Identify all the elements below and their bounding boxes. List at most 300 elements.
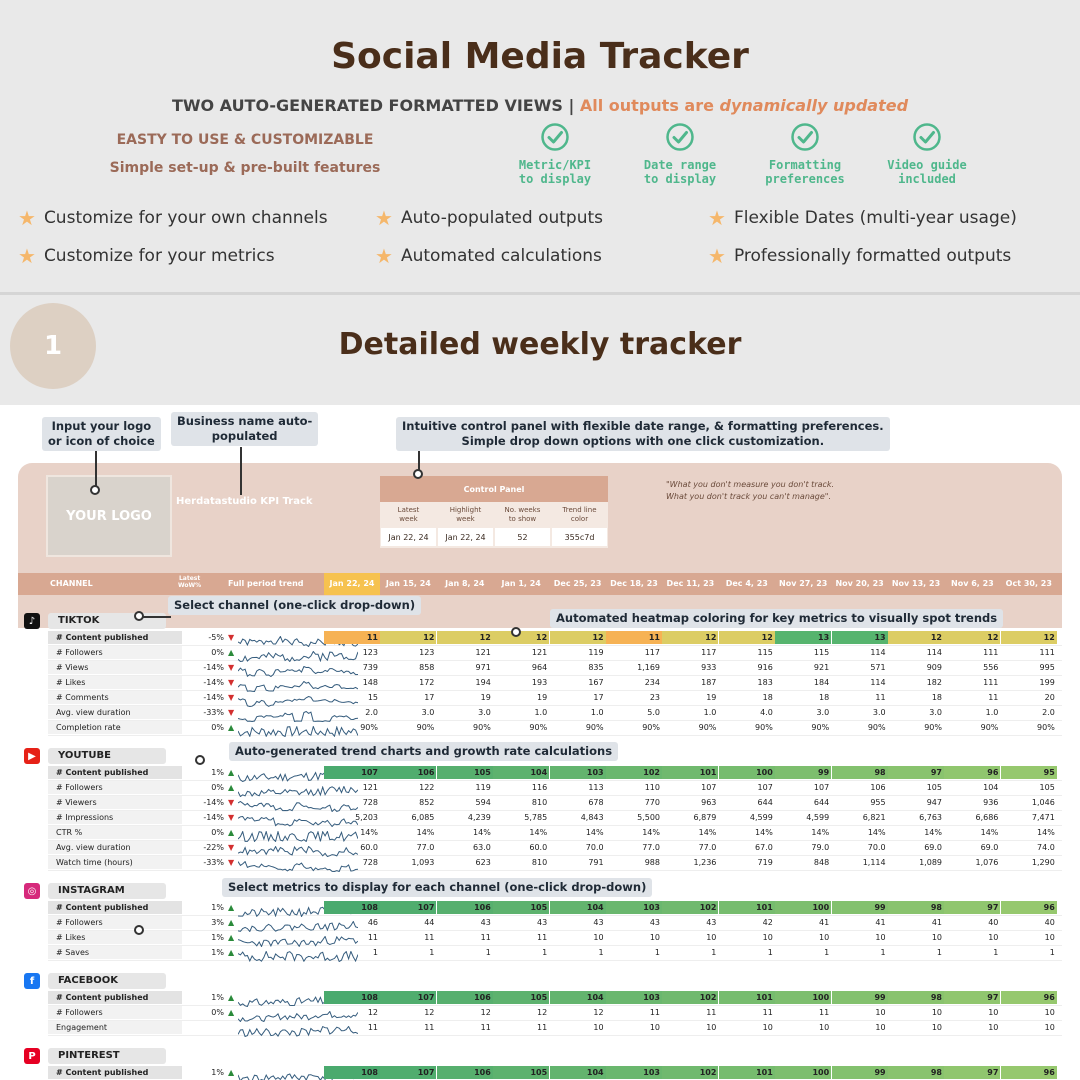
- table-cell: 101: [719, 901, 775, 914]
- col-date: Nov 27, 23: [779, 579, 828, 588]
- table-cell: 99: [832, 991, 888, 1004]
- table-cell: 77.0: [416, 843, 435, 853]
- section-number: 1: [10, 303, 96, 389]
- subtitle-views: TWO AUTO-GENERATED FORMATTED VIEWS |: [171, 96, 575, 115]
- feature-label: Flexible Dates (multi-year usage): [733, 208, 1017, 228]
- table-cell: 14%: [585, 828, 604, 838]
- table-row: [48, 1006, 1062, 1021]
- table-cell: 10: [875, 1008, 886, 1018]
- table-cell: 964: [531, 663, 548, 673]
- metric-select-dropdown[interactable]: # Content published: [48, 766, 182, 779]
- table-cell: 571: [870, 663, 886, 673]
- arrow-up-icon: ▲: [228, 783, 235, 793]
- table-cell: 100: [775, 991, 831, 1004]
- table-cell: 108: [324, 1066, 380, 1079]
- table-cell: 5.0: [647, 708, 660, 718]
- table-cell: 728: [362, 798, 378, 808]
- table-cell: 172: [419, 678, 435, 688]
- table-cell: 97: [944, 1066, 1000, 1079]
- feature-item: [18, 206, 328, 230]
- table-cell: 12: [944, 631, 1000, 644]
- table-cell: 117: [701, 648, 717, 658]
- table-cell: 5,785: [524, 813, 548, 823]
- table-cell: 100: [775, 1066, 831, 1079]
- table-cell: 10: [988, 933, 999, 943]
- arrow-down-icon: ▼: [228, 633, 235, 643]
- metric-select-dropdown[interactable]: Avg. view duration: [48, 706, 182, 719]
- table-cell: 1: [598, 948, 604, 958]
- table-cell: 10: [819, 1023, 830, 1033]
- table-cell: 90%: [642, 723, 660, 733]
- table-cell: 933: [701, 663, 717, 673]
- table-cell: 60.0: [529, 843, 548, 853]
- table-cell: 1: [880, 948, 886, 958]
- arrow-down-icon: ▼: [228, 813, 235, 823]
- table-cell: 644: [757, 798, 773, 808]
- table-cell: 11: [324, 631, 380, 644]
- table-cell: 4,239: [467, 813, 491, 823]
- table-cell: 105: [437, 766, 493, 779]
- table-cell: 69.0: [924, 843, 942, 853]
- table-cell: 12: [437, 631, 493, 644]
- callout-control-panel: Intuitive control panel with flexible date range, & formatting preferences. Simple drop down options with one click customization.: [396, 417, 890, 451]
- easy-line-2: Simple set-up & pre-built features: [109, 160, 381, 176]
- table-cell: 10: [931, 1023, 942, 1033]
- table-cell: 41: [875, 918, 886, 928]
- table-cell: 43: [537, 918, 548, 928]
- metric-select-dropdown[interactable]: # Followers: [48, 1006, 182, 1019]
- callout-control-dot: [413, 469, 423, 479]
- table-cell: 103: [606, 901, 662, 914]
- control-panel-dropdown[interactable]: 52: [495, 528, 550, 546]
- wow-percent: 0%: [211, 1008, 224, 1018]
- col-date: Jan 15, 24: [385, 579, 431, 588]
- table-cell: 90%: [360, 723, 378, 733]
- table-cell: 106: [380, 766, 436, 779]
- arrow-up-icon: ▲: [228, 648, 235, 658]
- table-cell: 852: [419, 798, 435, 808]
- table-cell: 122: [419, 783, 435, 793]
- wow-percent: 0%: [211, 783, 224, 793]
- table-cell: 11: [988, 693, 999, 703]
- table-cell: 835: [588, 663, 604, 673]
- table-cell: 12: [719, 631, 775, 644]
- table-cell: 101: [719, 1066, 775, 1079]
- easy-line-1: EASTY TO USE & CUSTOMIZABLE: [116, 132, 374, 148]
- table-cell: 105: [493, 901, 549, 914]
- table-row: [48, 661, 1062, 676]
- table-cell: 858: [419, 663, 435, 673]
- arrow-up-icon: ▲: [228, 948, 235, 958]
- table-cell: 1.0: [985, 708, 999, 718]
- table-row: [48, 946, 1062, 961]
- col-date: Jan 1, 24: [501, 579, 541, 588]
- table-cell: 6,879: [693, 813, 717, 823]
- table-cell: 97: [888, 766, 944, 779]
- metric-select-dropdown[interactable]: # Content published: [48, 901, 182, 914]
- table-cell: 644: [813, 798, 830, 808]
- table-cell: 995: [1039, 663, 1055, 673]
- channel-select-dropdown[interactable]: INSTAGRAM: [48, 883, 166, 899]
- table-cell: 10: [593, 1023, 604, 1033]
- table-cell: 5,203: [355, 813, 378, 823]
- col-date: Nov 20, 23: [835, 579, 884, 588]
- table-cell: 99: [832, 901, 888, 914]
- callout-select-metrics: Select metrics to display for each channel (one-click drop-down): [222, 878, 652, 897]
- table-cell: 14%: [867, 828, 886, 838]
- col-date: Nov 13, 23: [891, 579, 941, 588]
- metric-select-dropdown[interactable]: # Comments: [48, 691, 182, 704]
- metric-select-dropdown[interactable]: Completion rate: [48, 721, 182, 734]
- arrow-down-icon: ▼: [228, 693, 235, 703]
- table-cell: 14%: [811, 828, 830, 838]
- table-cell: 11: [819, 1008, 830, 1018]
- table-cell: 70.0: [585, 843, 604, 853]
- table-cell: 10: [988, 1023, 999, 1033]
- check-label: Video guide: [887, 158, 967, 172]
- wow-percent: 1%: [211, 948, 224, 958]
- check-label: to display: [518, 172, 592, 186]
- table-cell: 40: [1044, 918, 1055, 928]
- arrow-up-icon: ▲: [228, 918, 235, 928]
- table-cell: 96: [1001, 991, 1057, 1004]
- table-row: [48, 901, 1062, 916]
- table-cell: 12: [550, 631, 606, 644]
- metric-select-dropdown[interactable]: # Saves: [48, 946, 182, 959]
- table-cell: 114: [870, 678, 886, 688]
- table-cell: 114: [926, 648, 942, 658]
- table-cell: 19: [480, 693, 491, 703]
- table-cell: 119: [588, 648, 604, 658]
- table-cell: 184: [813, 678, 830, 688]
- table-cell: 3.0: [929, 708, 942, 718]
- table-cell: 1: [824, 948, 830, 958]
- table-cell: 106: [437, 901, 493, 914]
- check-item: [505, 122, 605, 186]
- metric-select-dropdown[interactable]: # Viewers: [48, 796, 182, 809]
- table-cell: 90%: [755, 723, 773, 733]
- table-cell: 90%: [529, 723, 548, 733]
- column-header: [18, 573, 1062, 595]
- callout-logo: Input your logo or icon of choice: [42, 417, 161, 451]
- wow-percent: 0%: [211, 723, 224, 733]
- arrow-up-icon: ▲: [228, 933, 235, 943]
- logo-placeholder[interactable]: YOUR LOGO: [46, 475, 172, 557]
- table-cell: 4,843: [580, 813, 604, 823]
- table-cell: 2.0: [365, 708, 378, 718]
- table-cell: 12: [537, 1008, 548, 1018]
- table-cell: 1: [654, 948, 660, 958]
- table-cell: 183: [757, 678, 773, 688]
- table-cell: 11: [606, 631, 662, 644]
- check-label: included: [898, 172, 956, 186]
- table-cell: 121: [362, 783, 378, 793]
- table-cell: 46: [367, 918, 378, 928]
- table-cell: 41: [819, 918, 830, 928]
- table-cell: 909: [926, 663, 942, 673]
- table-cell: 40: [988, 918, 999, 928]
- table-row: [48, 766, 1062, 781]
- table-cell: 1: [1049, 948, 1055, 958]
- table-cell: 10: [875, 1023, 886, 1033]
- table-cell: 90%: [416, 723, 435, 733]
- col-date: Dec 25, 23: [553, 579, 602, 588]
- table-cell: 11: [367, 1023, 378, 1033]
- col-date: Jan 8, 24: [445, 579, 485, 588]
- table-row: [48, 676, 1062, 691]
- wow-percent: 0%: [211, 828, 224, 838]
- table-cell: 19: [706, 693, 717, 703]
- arrow-up-icon: ▲: [228, 723, 235, 733]
- table-cell: 69.0: [980, 843, 999, 853]
- table-cell: 108: [324, 991, 380, 1004]
- table-cell: 103: [606, 991, 662, 1004]
- table-cell: 90%: [698, 723, 717, 733]
- wow-percent: 1%: [211, 768, 224, 778]
- wow-percent: -22%: [203, 843, 224, 853]
- quote: "What you don't measure you don't track. What you don't track you can't manage".: [666, 480, 835, 501]
- feature-item: [375, 206, 603, 230]
- table-cell: 4,599: [749, 813, 773, 823]
- table-cell: 98: [832, 766, 888, 779]
- table-cell: 10: [649, 933, 660, 943]
- table-cell: 12: [424, 1008, 435, 1018]
- channel-select-dropdown[interactable]: TIKTOK: [48, 613, 166, 629]
- table-cell: 182: [926, 678, 942, 688]
- table-cell: 728: [362, 858, 378, 868]
- metric-select-dropdown[interactable]: # Likes: [48, 676, 182, 689]
- table-cell: 114: [870, 648, 886, 658]
- table-cell: 14%: [529, 828, 548, 838]
- table-cell: 11: [424, 1023, 435, 1033]
- table-cell: 10: [762, 1023, 773, 1033]
- youtube-icon: ▶: [24, 748, 40, 764]
- col-date: Dec 18, 23: [610, 579, 658, 588]
- table-cell: 10: [1044, 1008, 1055, 1018]
- table-cell: 13: [832, 631, 888, 644]
- check-circle-icon: [912, 122, 942, 152]
- table-cell: 10: [1044, 933, 1055, 943]
- metric-select-dropdown[interactable]: # Followers: [48, 646, 182, 659]
- metric-select-dropdown[interactable]: # Views: [48, 661, 182, 674]
- table-cell: 1: [429, 948, 435, 958]
- table-cell: 12: [593, 1008, 604, 1018]
- table-cell: 105: [1039, 783, 1055, 793]
- metric-select-dropdown[interactable]: # Followers: [48, 781, 182, 794]
- table-cell: 106: [437, 991, 493, 1004]
- feature-label: Automated calculations: [400, 246, 602, 266]
- metric-select-dropdown[interactable]: CTR %: [48, 826, 182, 839]
- table-cell: 90%: [924, 723, 942, 733]
- table-cell: 106: [437, 1066, 493, 1079]
- wow-percent: 1%: [211, 993, 224, 1003]
- table-cell: 14%: [1037, 828, 1055, 838]
- table-cell: 14%: [360, 828, 378, 838]
- feature-item: [708, 206, 1017, 230]
- col-trend: Full period trend: [228, 579, 304, 588]
- table-cell: 11: [649, 1008, 660, 1018]
- table-cell: 739: [362, 663, 378, 673]
- table-cell: 936: [983, 798, 999, 808]
- table-row: [48, 721, 1062, 736]
- table-cell: 96: [1001, 901, 1057, 914]
- table-cell: 100: [719, 766, 775, 779]
- table-cell: 10: [875, 933, 886, 943]
- metric-select-dropdown[interactable]: # Content published: [48, 991, 182, 1004]
- table-cell: 90%: [867, 723, 886, 733]
- table-cell: 97: [944, 991, 1000, 1004]
- table-row: [48, 841, 1062, 856]
- table-cell: 107: [813, 783, 830, 793]
- table-cell: 102: [662, 991, 718, 1004]
- check-circle-icon: [790, 122, 820, 152]
- channel-select-dropdown[interactable]: FACEBOOK: [48, 973, 166, 989]
- table-cell: 10: [706, 1023, 717, 1033]
- feature-item: [18, 244, 275, 268]
- star-icon: ★: [18, 244, 36, 268]
- table-cell: 11: [537, 1023, 548, 1033]
- metric-select-dropdown[interactable]: Engagement: [48, 1021, 182, 1034]
- table-cell: 102: [662, 901, 718, 914]
- table-row: [48, 631, 1062, 646]
- table-cell: 4,599: [806, 813, 830, 823]
- metric-select-dropdown[interactable]: Avg. view duration: [48, 841, 182, 854]
- table-cell: 20: [1044, 693, 1055, 703]
- table-cell: 1: [485, 948, 491, 958]
- table-cell: 43: [649, 918, 660, 928]
- table-cell: 1,236: [693, 858, 717, 868]
- table-cell: 95: [1001, 766, 1057, 779]
- channel-select-dropdown[interactable]: YOUTUBE: [48, 748, 166, 764]
- table-cell: 101: [662, 766, 718, 779]
- table-cell: 18: [762, 693, 773, 703]
- check-item: [630, 122, 730, 186]
- star-icon: ★: [708, 244, 726, 268]
- table-cell: 63.0: [472, 843, 491, 853]
- table-cell: 10: [762, 933, 773, 943]
- wow-percent: -5%: [208, 633, 224, 643]
- table-cell: 14%: [980, 828, 999, 838]
- metric-select-dropdown[interactable]: # Followers: [48, 916, 182, 929]
- table-row: [48, 856, 1062, 871]
- table-cell: 10: [931, 1008, 942, 1018]
- table-cell: 43: [480, 918, 491, 928]
- metric-select-dropdown[interactable]: Watch time (hours): [48, 856, 182, 869]
- arrow-down-icon: ▼: [228, 708, 235, 718]
- table-cell: 187: [701, 678, 717, 688]
- check-label: Formatting: [768, 158, 842, 172]
- table-cell: 41: [931, 918, 942, 928]
- table-cell: 90%: [585, 723, 604, 733]
- table-cell: 947: [926, 798, 942, 808]
- wow-percent: -14%: [203, 813, 224, 823]
- star-icon: ★: [708, 206, 726, 230]
- table-cell: 119: [475, 783, 491, 793]
- table-cell: 101: [719, 991, 775, 1004]
- col-date: Nov 6, 23: [951, 579, 994, 588]
- table-cell: 1.0: [703, 708, 717, 718]
- table-cell: 96: [1001, 1066, 1057, 1079]
- table-cell: 117: [644, 648, 660, 658]
- table-cell: 1,046: [1031, 798, 1055, 808]
- table-row: [48, 931, 1062, 946]
- callout-bizname: Business name auto- populated: [171, 412, 318, 446]
- control-panel-col: No. weeks to show: [504, 506, 541, 523]
- table-cell: 11: [424, 933, 435, 943]
- table-cell: 67.0: [754, 843, 773, 853]
- table-cell: 194: [475, 678, 491, 688]
- table-row: [48, 991, 1062, 1006]
- control-panel-dropdown[interactable]: 355c7d: [552, 528, 607, 546]
- metric-select-dropdown[interactable]: # Content published: [48, 631, 182, 644]
- table-cell: 11: [480, 1023, 491, 1033]
- arrow-down-icon: ▼: [228, 798, 235, 808]
- table-cell: 12: [380, 631, 436, 644]
- control-panel-dropdown[interactable]: Jan 22, 24: [438, 528, 493, 546]
- feature-label: Auto-populated outputs: [400, 208, 604, 228]
- wow-percent: 3%: [211, 918, 224, 928]
- table-cell: 77.0: [642, 843, 660, 853]
- control-panel: [380, 476, 608, 548]
- table-cell: 11: [367, 933, 378, 943]
- table-cell: 1: [767, 948, 773, 958]
- pinterest-icon: P: [24, 1048, 40, 1064]
- table-cell: 971: [475, 663, 491, 673]
- table-cell: 107: [324, 766, 380, 779]
- table-cell: 111: [983, 678, 999, 688]
- metric-select-dropdown[interactable]: # Content published: [48, 1066, 182, 1079]
- table-cell: 70.0: [867, 843, 886, 853]
- table-cell: 121: [531, 648, 548, 658]
- table-cell: 14%: [473, 828, 491, 838]
- table-cell: 3.0: [478, 708, 491, 718]
- wow-percent: -14%: [203, 798, 224, 808]
- callout-select-channel: Select channel (one-click drop-down): [168, 596, 421, 615]
- check-label: to display: [643, 172, 717, 186]
- metric-select-dropdown[interactable]: # Likes: [48, 931, 182, 944]
- section-title: Detailed weekly tracker: [338, 327, 742, 362]
- table-cell: 10: [593, 933, 604, 943]
- table-cell: 108: [324, 901, 380, 914]
- wow-percent: 1%: [211, 1068, 224, 1078]
- check-list: [505, 122, 985, 192]
- table-cell: 916: [757, 663, 773, 673]
- table-cell: 193: [531, 678, 548, 688]
- metric-select-dropdown[interactable]: # Impressions: [48, 811, 182, 824]
- table-cell: 148: [362, 678, 378, 688]
- feature-item: [708, 244, 1011, 268]
- wow-percent: 0%: [211, 648, 224, 658]
- col-channel: CHANNEL: [50, 579, 93, 588]
- table-cell: 105: [926, 783, 942, 793]
- table-cell: 1,169: [637, 663, 660, 673]
- check-label: Date range: [643, 158, 717, 172]
- table-cell: 3.0: [421, 708, 435, 718]
- feature-item: [375, 244, 602, 268]
- channel-select-dropdown[interactable]: PINTEREST: [48, 1048, 166, 1064]
- table-cell: 14%: [416, 828, 435, 838]
- table-cell: 955: [870, 798, 886, 808]
- table-cell: 10: [1044, 1023, 1055, 1033]
- table-cell: 623: [475, 858, 491, 868]
- col-latest: Latest WoW%: [178, 575, 202, 589]
- check-label: preferences: [765, 172, 845, 186]
- table-row: [48, 1021, 1062, 1036]
- subtitle: [0, 96, 1080, 115]
- control-panel-title: Control Panel: [380, 476, 608, 502]
- control-panel-dropdown[interactable]: Jan 22, 24: [381, 528, 436, 546]
- table-cell: 123: [419, 648, 435, 658]
